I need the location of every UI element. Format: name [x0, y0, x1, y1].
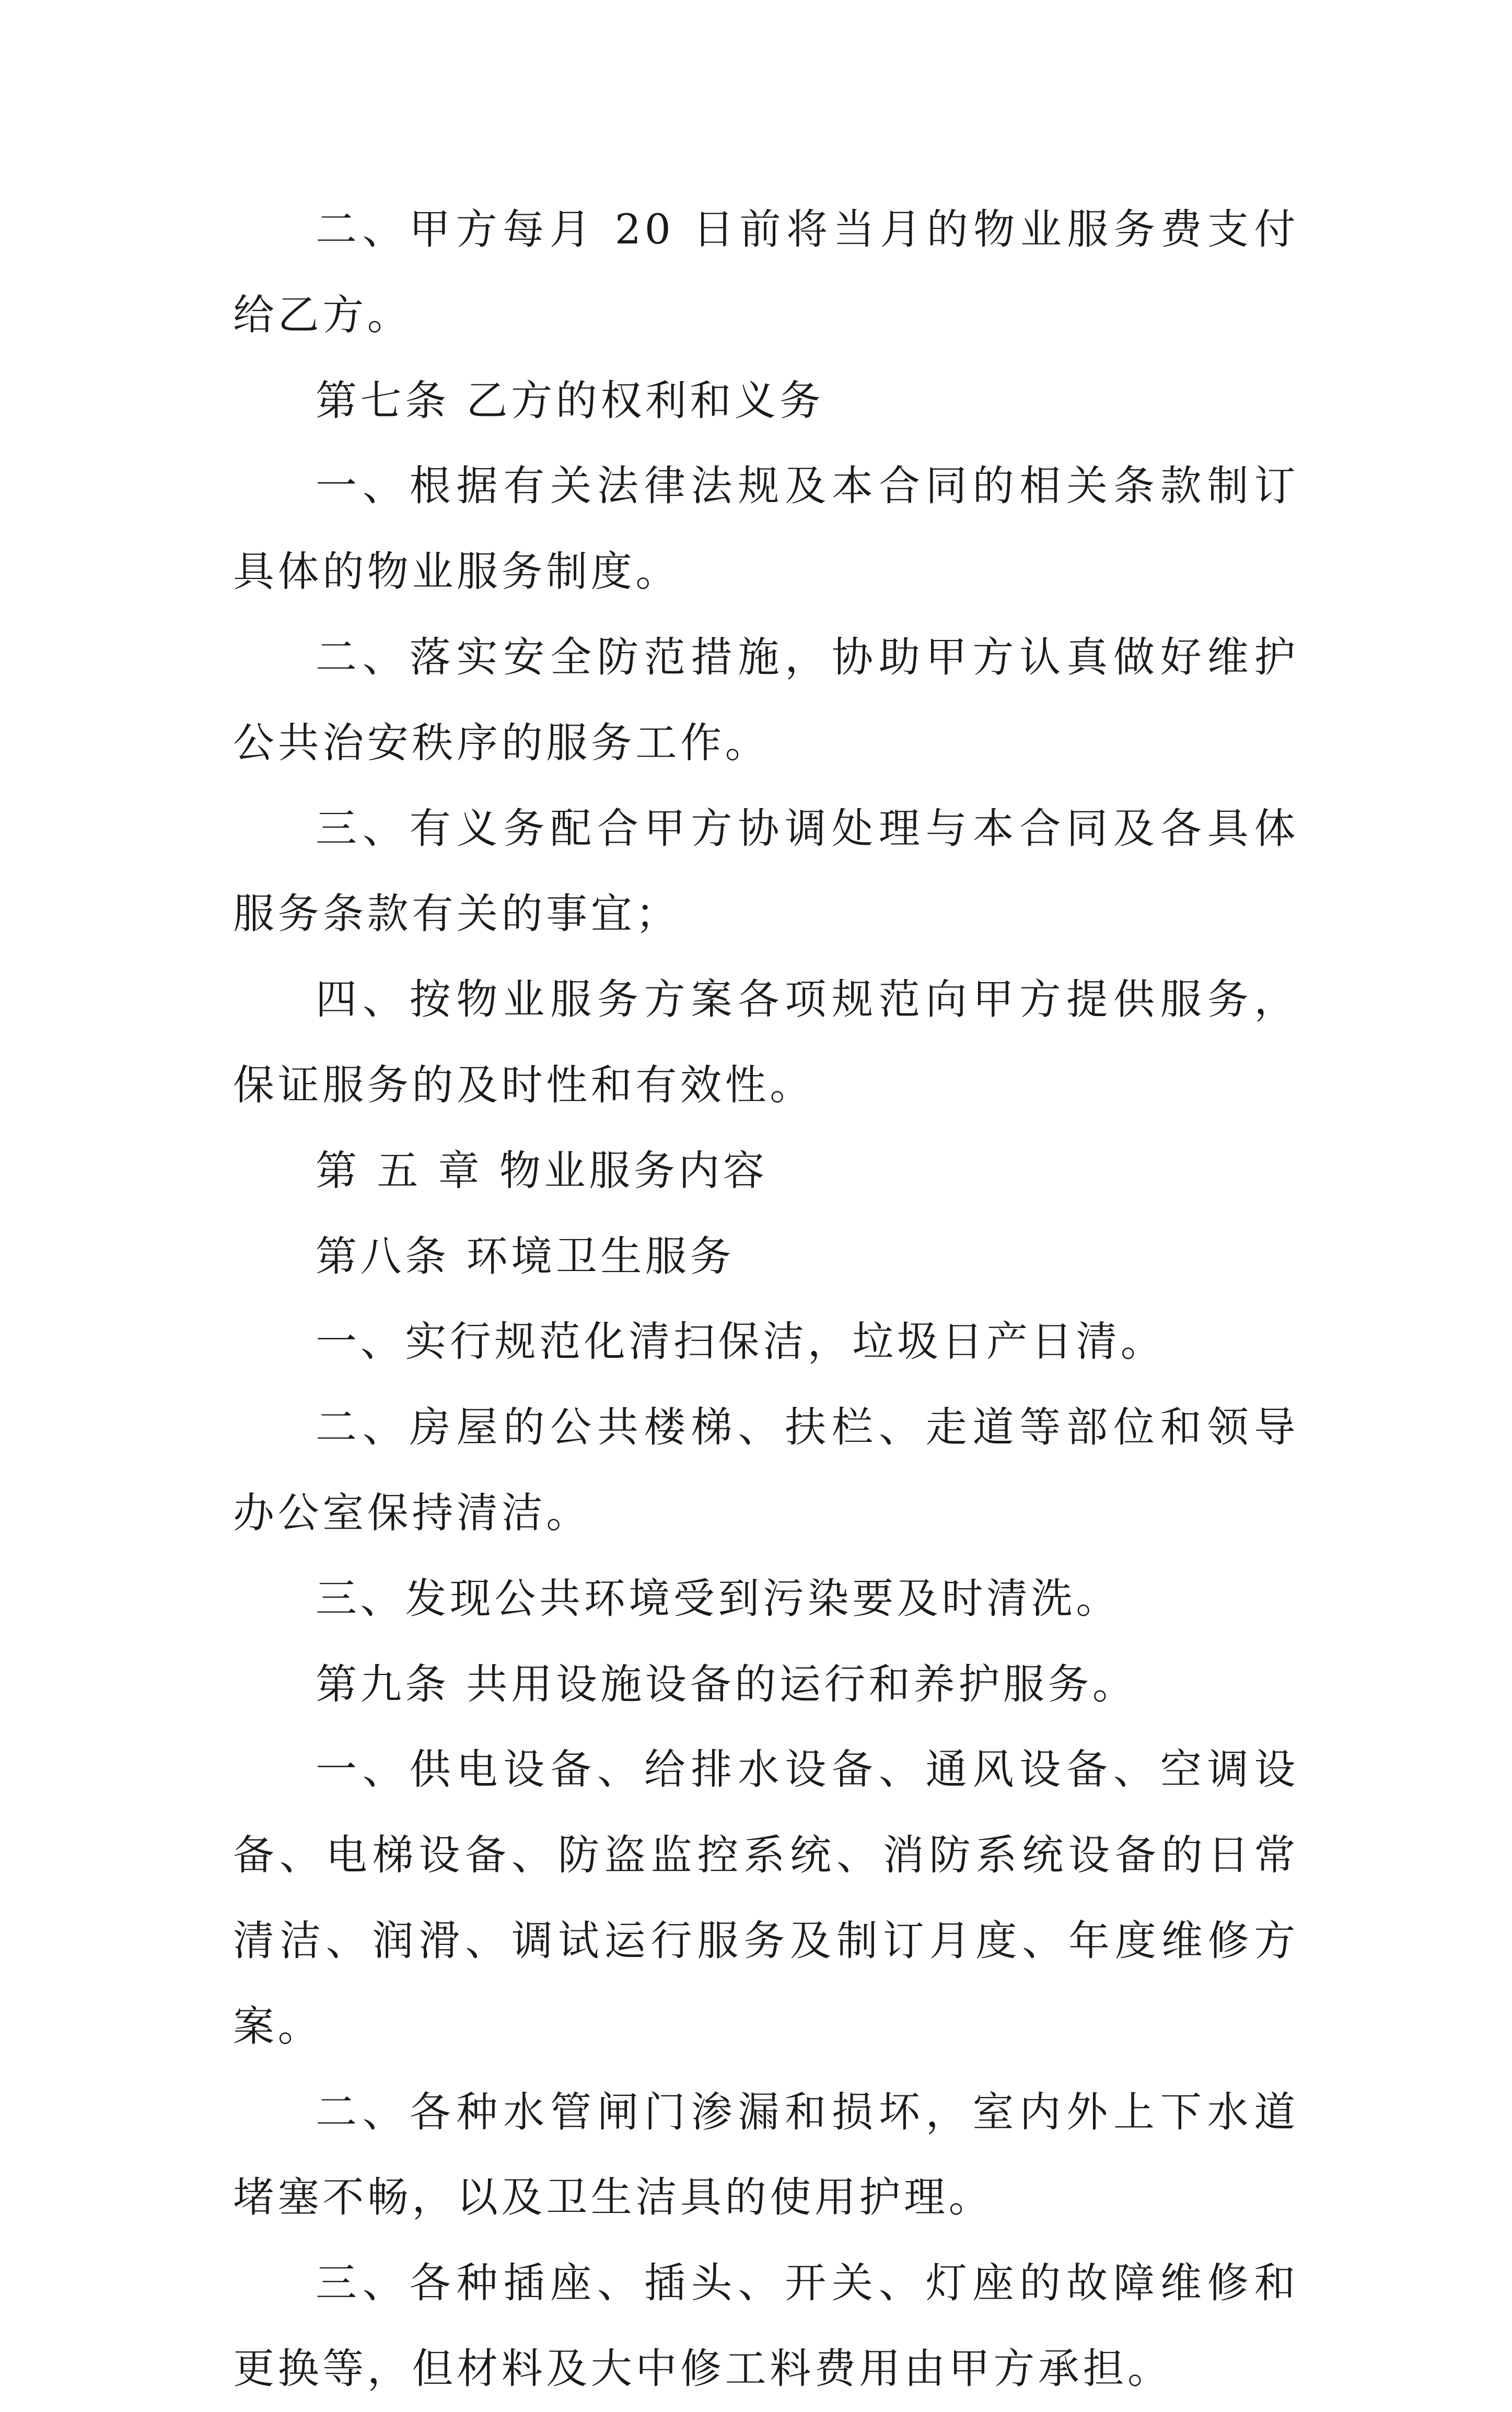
chapter-5-heading: 第 五 章 物业服务内容 [316, 1146, 768, 1195]
article-7-heading: 第七条 乙方的权利和义务 [316, 376, 824, 425]
article-8-item-2: 二、房屋的公共楼梯、扶栏、走道等部位和领导办公室保持清洁。 [233, 1403, 1299, 1537]
article-9-item-2: 二、各种水管闸门渗漏和损坏，室内外上下水道堵塞不畅，以及卫生洁具的使用护理。 [233, 2088, 1299, 2222]
article-8-item-3: 三、发现公共环境受到污染要及时清洗。 [316, 1574, 1121, 1623]
article-9-heading: 第九条 共用设施设备的运行和养护服务。 [316, 1660, 1137, 1708]
article-9-item-3: 三、各种插座、插头、开关、灯座的故障维修和更换等，但材料及大中修工料费用由甲方承担。 [233, 2259, 1299, 2393]
article-7-item-4: 四、按物业服务方案各项规范向甲方提供服务，保证服务的及时性和有效性。 [233, 975, 1299, 1109]
article-7-item-1: 一、根据有关法律法规及本合同的相关条款制订具体的物业服务制度。 [233, 462, 1299, 596]
article-9-item-1: 一、供电设备、给排水设备、通风设备、空调设备、电梯设备、防盗监控系统、消防系统设备的日常清洁、润滑、调试运行服务及制订月度、年度维修方案。 [233, 1745, 1299, 2050]
payment-clause-2: 二、甲方每月 20 日前将当月的物业服务费支付给乙方。 [233, 205, 1299, 339]
article-7-item-3: 三、有义务配合甲方协调处理与本合同及各具体服务条款有关的事宜； [233, 804, 1299, 938]
article-7-item-2: 二、落实安全防范措施，协助甲方认真做好维护公共治安秩序的服务工作。 [233, 633, 1299, 767]
article-8-item-1: 一、实行规范化清扫保洁，垃圾日产日清。 [316, 1318, 1166, 1366]
article-8-heading: 第八条 环境卫生服务 [316, 1232, 735, 1280]
document-body [233, 187, 1299, 2412]
